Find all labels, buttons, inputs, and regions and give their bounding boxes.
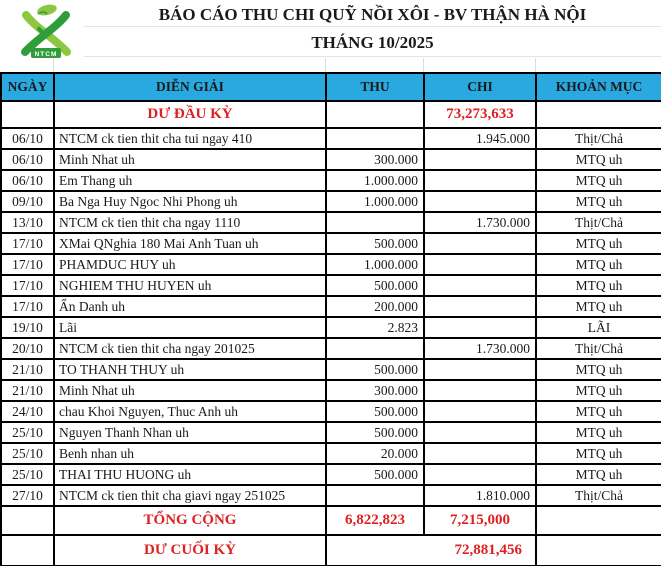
cell-description: THAI THU HUONG uh: [54, 464, 326, 485]
cell-thu: 2.823: [326, 317, 424, 338]
total-thu-value: 6,822,823: [326, 506, 424, 535]
cell-date: 17/10: [1, 254, 54, 275]
cell-chi: [424, 359, 536, 380]
cell-chi: [424, 254, 536, 275]
table-row: [1, 170, 661, 191]
cell-category: LÃI: [536, 317, 661, 338]
cell-thu: [326, 338, 424, 359]
cell-chi: [424, 422, 536, 443]
table-row: [1, 443, 661, 464]
table-row: [1, 296, 661, 317]
gridline: [423, 58, 424, 72]
svg-text:NTCM: NTCM: [34, 51, 58, 58]
closing-balance-label: DƯ CUỐI KỲ: [54, 535, 326, 566]
cell-description: Em Thang uh: [54, 170, 326, 191]
column-header-date: NGÀY: [1, 73, 54, 101]
opening-balance-row: [1, 101, 661, 128]
cell-date: 21/10: [1, 359, 54, 380]
cell-thu: 500.000: [326, 275, 424, 296]
table-row: [1, 359, 661, 380]
cell-chi: [424, 317, 536, 338]
cell-category: MTQ uh: [536, 359, 661, 380]
cell-chi: [424, 149, 536, 170]
ntcm-logo-icon: [14, 2, 78, 62]
cell-date: 24/10: [1, 401, 54, 422]
cell-date: 19/10: [1, 317, 54, 338]
cell-category: MTQ uh: [536, 191, 661, 212]
opening-balance-label: DƯ ĐẦU KỲ: [54, 101, 326, 128]
cell-thu: 20.000: [326, 443, 424, 464]
cell-date: 06/10: [1, 128, 54, 149]
cell-chi: [424, 191, 536, 212]
cell-date: 20/10: [1, 338, 54, 359]
cell-description: NTCM ck tien thit cha ngay 1110: [54, 212, 326, 233]
cell-chi: [424, 464, 536, 485]
cell-category: MTQ uh: [536, 296, 661, 317]
cell-description: Benh nhan uh: [54, 443, 326, 464]
table-row: [1, 275, 661, 296]
cell-thu-empty: [326, 101, 424, 128]
table-row: [1, 149, 661, 170]
table-row: [1, 401, 661, 422]
cell-date: 13/10: [1, 212, 54, 233]
cell-category: Thịt/Chả: [536, 338, 661, 359]
cell-date: 25/10: [1, 443, 54, 464]
cell-description: Ba Nga Huy Ngoc Nhi Phong uh: [54, 191, 326, 212]
cell-description: NGHIEM THU HUYEN uh: [54, 275, 326, 296]
cell-thu: 300.000: [326, 380, 424, 401]
cell-category: Thịt/Chả: [536, 485, 661, 506]
cell-category: MTQ uh: [536, 254, 661, 275]
cell-chi: 1.730.000: [424, 212, 536, 233]
cell-category: MTQ uh: [536, 422, 661, 443]
table-row: [1, 485, 661, 506]
cell-description: Nguyen Thanh Nhan uh: [54, 422, 326, 443]
cell-description: Minh Nhat uh: [54, 380, 326, 401]
cell-date: 17/10: [1, 275, 54, 296]
cell-date: 09/10: [1, 191, 54, 212]
cell-thu: 500.000: [326, 233, 424, 254]
cell-category-empty: [536, 101, 661, 128]
gridline: [535, 58, 536, 72]
table-row: [1, 254, 661, 275]
cell-thu: 500.000: [326, 464, 424, 485]
cell-thu: 1.000.000: [326, 191, 424, 212]
cell-chi: 1.810.000: [424, 485, 536, 506]
cell-thu: 500.000: [326, 359, 424, 380]
cell-date: 17/10: [1, 233, 54, 254]
column-header-chi: CHI: [424, 73, 536, 101]
cell-description: XMai QNghia 180 Mai Anh Tuan uh: [54, 233, 326, 254]
cell-date-empty: [1, 101, 54, 128]
cell-date: 17/10: [1, 296, 54, 317]
total-row: [1, 506, 661, 535]
cell-date: 21/10: [1, 380, 54, 401]
cell-category: MTQ uh: [536, 401, 661, 422]
column-header-category: KHOẢN MỤC: [536, 73, 661, 101]
cell-description: NTCM ck tien thit cha ngay 201025: [54, 338, 326, 359]
cell-category: MTQ uh: [536, 275, 661, 296]
cell-thu: [326, 212, 424, 233]
cell-chi: [424, 443, 536, 464]
report-subtitle: THÁNG 10/2025: [84, 27, 661, 57]
report-title: BÁO CÁO THU CHI QUỸ NỒI XÔI - BV THẬN HÀ NỘI: [84, 0, 661, 27]
cell-description: PHAMDUC HUY uh: [54, 254, 326, 275]
title-area: [0, 0, 661, 72]
table-row: [1, 212, 661, 233]
table-row: [1, 422, 661, 443]
cell-date: 25/10: [1, 422, 54, 443]
cell-date-empty: [1, 506, 54, 535]
cell-chi: [424, 275, 536, 296]
cell-thu: 500.000: [326, 401, 424, 422]
table-row: [1, 464, 661, 485]
table-row: [1, 317, 661, 338]
gridline: [53, 58, 54, 72]
cell-chi: [424, 380, 536, 401]
cell-description: Minh Nhat uh: [54, 149, 326, 170]
cell-category: Thịt/Chả: [536, 128, 661, 149]
cell-description: NTCM ck tien thit cha giavi ngay 251025: [54, 485, 326, 506]
table-row: [1, 191, 661, 212]
column-header-thu: THU: [326, 73, 424, 101]
cell-category-empty: [536, 506, 661, 535]
column-header-desc: DIỄN GIẢI: [54, 73, 326, 101]
total-chi-value: 7,215,000: [424, 506, 536, 535]
ntcm-logo: [14, 2, 78, 62]
cell-thu: 200.000: [326, 296, 424, 317]
cell-thu: 1.000.000: [326, 254, 424, 275]
cell-thu: 500.000: [326, 422, 424, 443]
cell-chi: [424, 401, 536, 422]
cell-category: MTQ uh: [536, 464, 661, 485]
cell-chi: [424, 170, 536, 191]
table-row: [1, 338, 661, 359]
cell-thu: [326, 128, 424, 149]
cell-date: 27/10: [1, 485, 54, 506]
report-table: [0, 72, 661, 566]
cell-chi: [424, 296, 536, 317]
cell-date-empty: [1, 535, 54, 566]
closing-balance-value: 72,881,456: [326, 535, 536, 566]
cell-category-empty: [536, 535, 661, 566]
opening-balance-value: 73,273,633: [424, 101, 536, 128]
cell-date: 25/10: [1, 464, 54, 485]
cell-description: Lãi: [54, 317, 326, 338]
cell-category: Thịt/Chả: [536, 212, 661, 233]
table-row: [1, 233, 661, 254]
cell-category: MTQ uh: [536, 149, 661, 170]
table-header-row: [1, 73, 661, 101]
cell-thu: [326, 485, 424, 506]
cell-chi: [424, 233, 536, 254]
cell-description: Ẩn Danh uh: [54, 296, 326, 317]
closing-balance-row: [1, 535, 661, 566]
cell-thu: 1.000.000: [326, 170, 424, 191]
cell-description: chau Khoi Nguyen, Thuc Anh uh: [54, 401, 326, 422]
total-label: TỔNG CỘNG: [54, 506, 326, 535]
cell-category: MTQ uh: [536, 233, 661, 254]
cell-description: TO THANH THUY uh: [54, 359, 326, 380]
cell-thu: 300.000: [326, 149, 424, 170]
table-row: [1, 380, 661, 401]
table-row: [1, 128, 661, 149]
cell-description: NTCM ck tien thit cha tui ngay 410: [54, 128, 326, 149]
cell-category: MTQ uh: [536, 170, 661, 191]
cell-chi: 1.730.000: [424, 338, 536, 359]
gridline: [325, 58, 326, 72]
cell-chi: 1.945.000: [424, 128, 536, 149]
cell-date: 06/10: [1, 170, 54, 191]
cell-category: MTQ uh: [536, 380, 661, 401]
cell-category: MTQ uh: [536, 443, 661, 464]
cell-date: 06/10: [1, 149, 54, 170]
